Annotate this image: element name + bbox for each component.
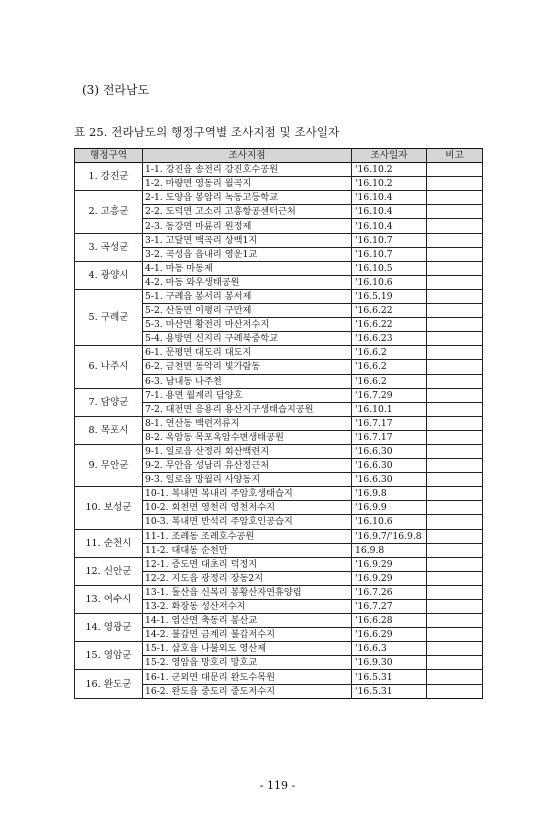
region-cell: 11. 순천시 bbox=[75, 529, 143, 557]
site-cell: 6-1. 문평면 대도리 대도지 bbox=[143, 346, 352, 360]
site-cell: 15-1. 삼호읍 나불외도 영산제 bbox=[143, 642, 352, 656]
region-cell: 16. 완도군 bbox=[75, 670, 143, 698]
date-cell: '16.6.2 bbox=[352, 374, 427, 388]
table-row bbox=[75, 529, 483, 543]
remarks-cell bbox=[427, 642, 483, 656]
remarks-cell bbox=[427, 261, 483, 275]
date-cell: 16.9.8 bbox=[352, 543, 427, 557]
remarks-cell bbox=[427, 191, 483, 205]
site-cell: 10-3. 복내면 반석리 주암호인공습지 bbox=[143, 515, 352, 529]
site-cell: 16-1. 군외면 대문리 완도수목원 bbox=[143, 670, 352, 684]
date-cell: '16.6.29 bbox=[352, 628, 427, 642]
table-row bbox=[75, 163, 483, 177]
remarks-cell bbox=[427, 247, 483, 261]
date-cell: '16.6.22 bbox=[352, 318, 427, 332]
date-cell: '16.7.26 bbox=[352, 585, 427, 599]
table-row bbox=[75, 388, 483, 402]
region-cell: 7. 담양군 bbox=[75, 388, 143, 416]
region-cell: 4. 광양시 bbox=[75, 261, 143, 289]
site-cell: 10-2. 회천면 영천리 영천저수지 bbox=[143, 501, 352, 515]
remarks-cell bbox=[427, 487, 483, 501]
date-cell: '16.10.4 bbox=[352, 191, 427, 205]
remarks-cell bbox=[427, 416, 483, 430]
site-cell: 7-1. 용면 월계리 담양호 bbox=[143, 388, 352, 402]
date-cell: '16.10.5 bbox=[352, 261, 427, 275]
date-cell: '16.9.7/'16.9.8 bbox=[352, 529, 427, 543]
date-cell: '16.9.30 bbox=[352, 656, 427, 670]
table-row bbox=[75, 261, 483, 275]
table-row bbox=[75, 614, 483, 628]
header-site: 조사지점 bbox=[143, 149, 352, 163]
remarks-cell bbox=[427, 346, 483, 360]
remarks-cell bbox=[427, 332, 483, 346]
date-cell: '16.10.7 bbox=[352, 247, 427, 261]
site-cell: 2-2. 도덕면 고소리 고흥항공센터근처 bbox=[143, 205, 352, 219]
region-cell: 15. 영암군 bbox=[75, 642, 143, 670]
table-row bbox=[75, 670, 483, 684]
remarks-cell bbox=[427, 656, 483, 670]
site-cell: 3-2. 곡성읍 읍내리 영운1교 bbox=[143, 247, 352, 261]
region-cell: 2. 고흥군 bbox=[75, 191, 143, 233]
remarks-cell bbox=[427, 388, 483, 402]
table-body bbox=[75, 163, 483, 699]
region-cell: 12. 신안군 bbox=[75, 557, 143, 585]
site-cell: 5-2. 산동면 이평리 구만제 bbox=[143, 304, 352, 318]
date-cell: '16.9.8 bbox=[352, 487, 427, 501]
remarks-cell bbox=[427, 501, 483, 515]
date-cell: '16.10.2 bbox=[352, 177, 427, 191]
date-cell: '16.10.6 bbox=[352, 275, 427, 289]
table-header-row bbox=[75, 149, 483, 163]
remarks-cell bbox=[427, 459, 483, 473]
region-cell: 1. 강진군 bbox=[75, 163, 143, 191]
remarks-cell bbox=[427, 444, 483, 458]
site-cell: 13-2. 화장동 성산저수지 bbox=[143, 600, 352, 614]
table-row bbox=[75, 289, 483, 303]
table-row bbox=[75, 444, 483, 458]
date-cell: '16.10.6 bbox=[352, 515, 427, 529]
site-cell: 8-2. 옥암동 목포옥암수변생태공원 bbox=[143, 430, 352, 444]
remarks-cell bbox=[427, 430, 483, 444]
remarks-cell bbox=[427, 670, 483, 684]
site-cell: 13-1. 돌산읍 신복리 봉황산자연휴양림 bbox=[143, 585, 352, 599]
remarks-cell bbox=[427, 543, 483, 557]
region-cell: 10. 보성군 bbox=[75, 487, 143, 529]
date-cell: '16.6.3 bbox=[352, 642, 427, 656]
remarks-cell bbox=[427, 515, 483, 529]
site-cell: 2-3. 동강면 마륜리 원정제 bbox=[143, 219, 352, 233]
date-cell: '16.10.4 bbox=[352, 205, 427, 219]
remarks-cell bbox=[427, 374, 483, 388]
header-region: 행정구역 bbox=[75, 149, 143, 163]
site-cell: 14-1. 염산면 축동리 봉산교 bbox=[143, 614, 352, 628]
table-row bbox=[75, 416, 483, 430]
page-number: - 119 - bbox=[259, 779, 296, 792]
site-cell: 14-2. 불갑면 금계리 불갑저수지 bbox=[143, 628, 352, 642]
region-cell: 9. 무안군 bbox=[75, 444, 143, 486]
remarks-cell bbox=[427, 304, 483, 318]
remarks-cell bbox=[427, 402, 483, 416]
site-cell: 4-2. 마동 와우생태공원 bbox=[143, 275, 352, 289]
remarks-cell bbox=[427, 600, 483, 614]
site-cell: 1-1. 강진읍 송전리 강진호수공원 bbox=[143, 163, 352, 177]
site-cell: 16-2. 완도읍 중도리 중도저수지 bbox=[143, 684, 352, 698]
remarks-cell bbox=[427, 177, 483, 191]
table-row bbox=[75, 557, 483, 571]
site-cell: 7-2. 대전면 응용리 용산지구생태습지공원 bbox=[143, 402, 352, 416]
site-cell: 6-2. 금천면 동악리 빛가람동 bbox=[143, 360, 352, 374]
remarks-cell bbox=[427, 473, 483, 487]
remarks-cell bbox=[427, 275, 483, 289]
region-cell: 5. 구례군 bbox=[75, 289, 143, 345]
site-cell: 5-1. 구례읍 봉서리 봉서제 bbox=[143, 289, 352, 303]
site-cell: 10-1. 복내면 복내리 주암호생태습지 bbox=[143, 487, 352, 501]
region-cell: 8. 목포시 bbox=[75, 416, 143, 444]
date-cell: '16.6.30 bbox=[352, 459, 427, 473]
section-heading: (3) 전라남도 bbox=[82, 83, 150, 97]
date-cell: '16.7.27 bbox=[352, 600, 427, 614]
date-cell: '16.6.28 bbox=[352, 614, 427, 628]
date-cell: '16.10.7 bbox=[352, 233, 427, 247]
remarks-cell bbox=[427, 360, 483, 374]
site-cell: 3-1. 고달면 백곡리 상백1지 bbox=[143, 233, 352, 247]
remarks-cell bbox=[427, 205, 483, 219]
remarks-cell bbox=[427, 529, 483, 543]
site-cell: 11-1. 조례동 조례호수공원 bbox=[143, 529, 352, 543]
survey-site-table bbox=[74, 148, 483, 699]
remarks-cell bbox=[427, 614, 483, 628]
table-row bbox=[75, 642, 483, 656]
site-cell: 5-3. 마산면 황전리 마산저수지 bbox=[143, 318, 352, 332]
site-cell: 9-3. 일로읍 망월리 사양동지 bbox=[143, 473, 352, 487]
site-cell: 1-2. 마량면 영동리 월곡지 bbox=[143, 177, 352, 191]
remarks-cell bbox=[427, 571, 483, 585]
site-cell: 11-2. 대대동 순천만 bbox=[143, 543, 352, 557]
date-cell: '16.9.29 bbox=[352, 571, 427, 585]
site-cell: 4-1. 마동 마동제 bbox=[143, 261, 352, 275]
site-cell: 15-2. 영암읍 망호리 망호교 bbox=[143, 656, 352, 670]
remarks-cell bbox=[427, 628, 483, 642]
remarks-cell bbox=[427, 585, 483, 599]
site-cell: 9-1. 일로읍 산정리 회산백련지 bbox=[143, 444, 352, 458]
table-row bbox=[75, 346, 483, 360]
date-cell: '16.10.1 bbox=[352, 402, 427, 416]
region-cell: 6. 나주시 bbox=[75, 346, 143, 388]
remarks-cell bbox=[427, 289, 483, 303]
remarks-cell bbox=[427, 318, 483, 332]
date-cell: '16.5.19 bbox=[352, 289, 427, 303]
table-caption: 표 25. 전라남도의 행정구역별 조사지점 및 조사일자 bbox=[74, 125, 340, 139]
remarks-cell bbox=[427, 233, 483, 247]
site-cell: 9-2. 무안읍 성남리 유산정근처 bbox=[143, 459, 352, 473]
region-cell: 3. 곡성군 bbox=[75, 233, 143, 261]
site-cell: 12-1. 증도면 대초리 덕정지 bbox=[143, 557, 352, 571]
remarks-cell bbox=[427, 557, 483, 571]
date-cell: '16.6.30 bbox=[352, 473, 427, 487]
header-date: 조사일자 bbox=[352, 149, 427, 163]
date-cell: '16.6.2 bbox=[352, 360, 427, 374]
site-cell: 2-1. 도양읍 봉암리 녹동고등학교 bbox=[143, 191, 352, 205]
site-cell: 12-2. 지도읍 광정리 장동2지 bbox=[143, 571, 352, 585]
remarks-cell bbox=[427, 684, 483, 698]
region-cell: 13. 여수시 bbox=[75, 585, 143, 613]
date-cell: '16.5.31 bbox=[352, 684, 427, 698]
remarks-cell bbox=[427, 219, 483, 233]
date-cell: '16.6.23 bbox=[352, 332, 427, 346]
date-cell: '16.6.22 bbox=[352, 304, 427, 318]
date-cell: '16.6.2 bbox=[352, 346, 427, 360]
table-row bbox=[75, 585, 483, 599]
table-row bbox=[75, 233, 483, 247]
date-cell: '16.6.30 bbox=[352, 444, 427, 458]
site-cell: 8-1. 연산동 백련저류지 bbox=[143, 416, 352, 430]
date-cell: '16.9.29 bbox=[352, 557, 427, 571]
header-remarks: 비고 bbox=[427, 149, 483, 163]
remarks-cell bbox=[427, 163, 483, 177]
date-cell: '16.7.17 bbox=[352, 430, 427, 444]
region-cell: 14. 영광군 bbox=[75, 614, 143, 642]
table-row bbox=[75, 191, 483, 205]
date-cell: '16.9.9 bbox=[352, 501, 427, 515]
table-row bbox=[75, 487, 483, 501]
date-cell: '16.5.31 bbox=[352, 670, 427, 684]
date-cell: '16.10.2 bbox=[352, 163, 427, 177]
site-cell: 6-3. 남내동 나주천 bbox=[143, 374, 352, 388]
date-cell: '16.7.29 bbox=[352, 388, 427, 402]
date-cell: '16.7.17 bbox=[352, 416, 427, 430]
site-cell: 5-4. 용방면 신지리 구례북중학교 bbox=[143, 332, 352, 346]
date-cell: '16.10.4 bbox=[352, 219, 427, 233]
